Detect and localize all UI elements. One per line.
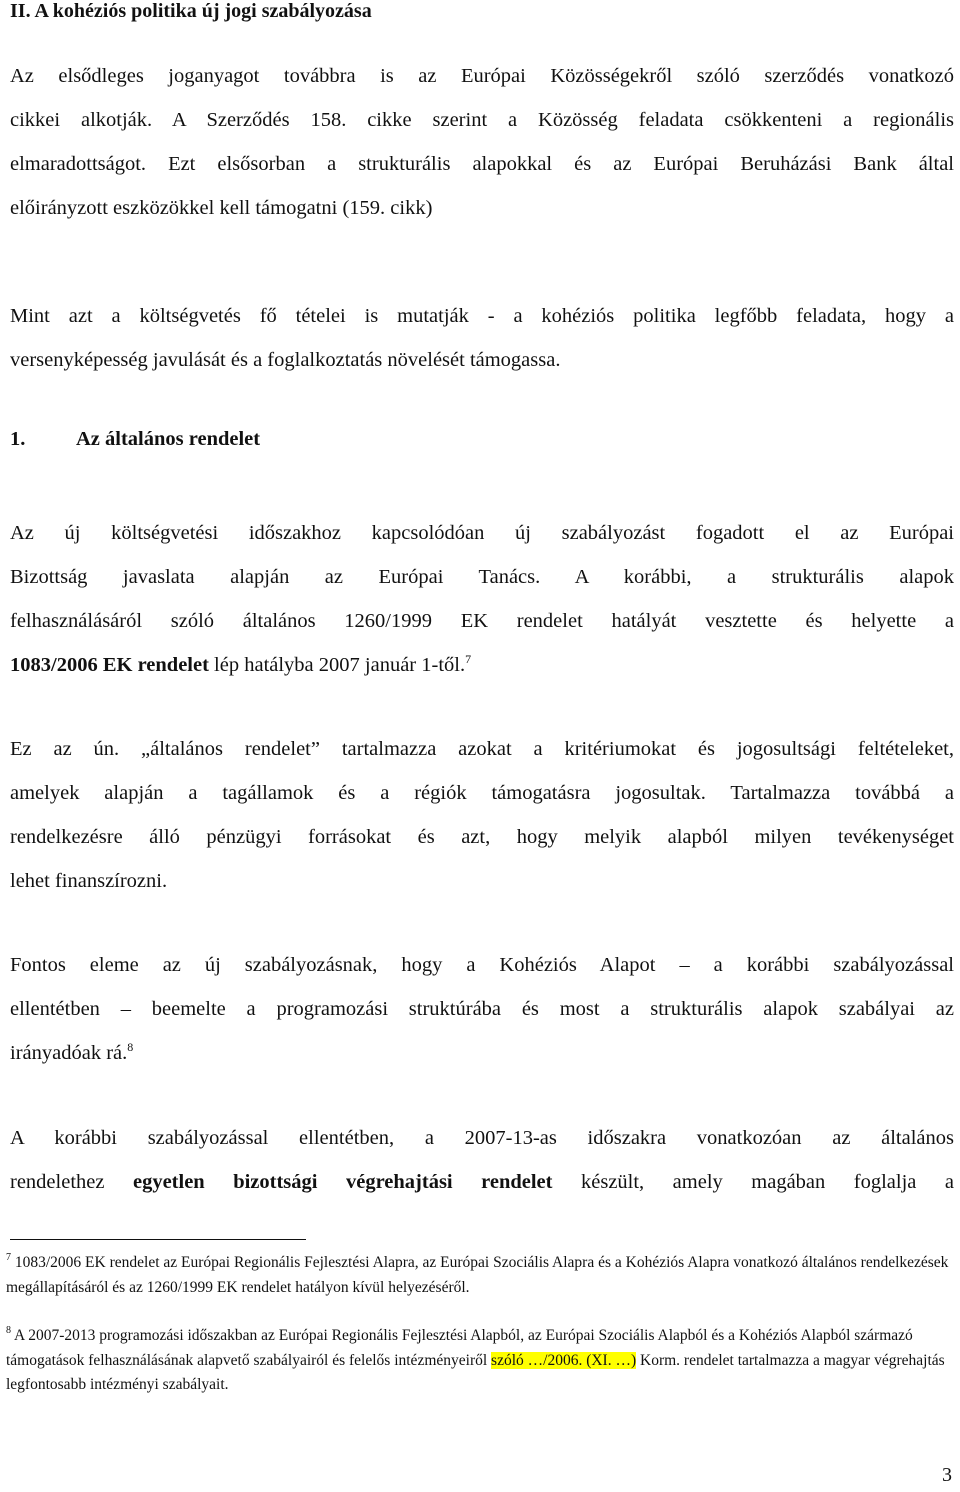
section-title: Az általános rendelet: [76, 428, 261, 450]
text-line: előirányzott eszközökkel kell támogatni (159. cikk): [10, 197, 433, 219]
paragraph-budget-priorities: [10, 294, 954, 382]
footnote-ref-7[interactable]: 7: [465, 652, 472, 666]
text-line: [10, 1031, 954, 1075]
text-fragment: irányadóak rá.: [10, 1042, 128, 1064]
footnote-text: Korm. rendelet tartalmazza a magyar végrehajtás legfontosabb intézményi szabályait.: [6, 1351, 945, 1393]
paragraph-implementing-regulation: [10, 1116, 954, 1204]
chapter-heading: II. A kohéziós politika új jogi szabályozása: [10, 0, 372, 22]
text-line: versenyképesség javulását és a foglalkoztatás növelését támogassa.: [10, 349, 561, 371]
text-line: Fontos eleme az új szabályozásnak, hogy a Kohéziós Alapot – a korábbi szabályozással: [10, 954, 954, 976]
highlighted-text: szóló …/2006. (XI. …): [491, 1351, 637, 1369]
footnote-text: 1083/2006 EK rendelet az Európai Regionális Fejlesztési Alapra, az Európai Szociális Alapra és a Kohéziós Alapra vonatkozó általános rendelkezések megállapításáról és az 1260/1999 EK rendelet hatályon kívül helyezéséről.: [6, 1254, 949, 1296]
text-line: felhasználásáról szóló általános 1260/1999 EK rendelet hatályát vesztette és helyette a: [10, 610, 954, 632]
section-heading: [10, 428, 260, 451]
paragraph-general-regulation: [10, 727, 954, 903]
page-number: 3: [942, 1464, 952, 1486]
text-line: amelyek alapján a tagállamok és a régiók támogatásra jogosultak. Tartalmazza továbbá a: [10, 782, 954, 804]
regulation-reference: 1083/2006 EK rendelet: [10, 654, 209, 676]
text-line: Az elsődleges joganyagot továbbra is az Európai Közösségekről szóló szerződés vonatkozó: [10, 65, 954, 87]
footnote-ref-8[interactable]: 8: [127, 1040, 134, 1054]
text-line: [10, 1160, 954, 1204]
text-line: elmaradottságot. Ezt elsősorban a strukturális alapokkal és az Európai Beruházási Bank által: [10, 153, 954, 175]
text-line: ellentétben – beemelte a programozási struktúrába és most a strukturális alapok szabályai az: [10, 998, 954, 1020]
text-fragment: rendelethez: [10, 1171, 133, 1193]
footnote-text: A 2007-2013 programozási időszakban az Európai Regionális Fejlesztési Alapból, az Európai Szociális Alapból és a Kohéziós Alapból származó támogatások felhasználásának alapvető szabályairól és felelős intézményeiről: [6, 1327, 913, 1369]
footnote-8: [6, 1324, 954, 1398]
text-line: cikkei alkotják. A Szerződés 158. cikke szerint a Közösség feladata csökkenteni a regionális: [10, 109, 954, 131]
text-line: Ez az ún. „általános rendelet” tartalmazza azokat a kritériumokat és jogosultsági feltételeket,: [10, 738, 954, 760]
text-line: lehet finanszírozni.: [10, 870, 168, 892]
footnote-number: 7: [6, 1252, 11, 1263]
text-line: A korábbi szabályozással ellentétben, a 2007-13-as időszakra vonatkozóan az általános: [10, 1127, 954, 1149]
emphasis-text: egyetlen bizottsági végrehajtási rendelet: [132, 1171, 553, 1193]
section-number: 1.: [10, 428, 26, 450]
footnote-separator: [10, 1239, 306, 1240]
footnote-7: [6, 1251, 954, 1300]
text-line: Az új költségvetési időszakhoz kapcsolódóan új szabályozást fogadott el az Európai: [10, 522, 954, 544]
text-line: rendelkezésre álló pénzügyi forrásokat és azt, hogy melyik alapból milyen tevékenységet: [10, 826, 954, 848]
text-fragment: lép hatályba 2007 január 1-től.: [208, 654, 466, 676]
paragraph-new-regulation: [10, 511, 954, 687]
text-line: Mint azt a költségvetés fő tételei is mutatják - a kohéziós politika legfőbb feladata, hogy a: [10, 305, 954, 327]
paragraph-primary-law: [10, 54, 954, 230]
text-fragment: készült, amely magában foglalja a: [552, 1171, 954, 1193]
text-line: [10, 643, 954, 687]
paragraph-cohesion-fund: [10, 943, 954, 1075]
footnote-number: 8: [6, 1325, 11, 1336]
text-line: Bizottság javaslata alapján az Európai Tanács. A korábbi, a strukturális alapok: [10, 566, 954, 588]
